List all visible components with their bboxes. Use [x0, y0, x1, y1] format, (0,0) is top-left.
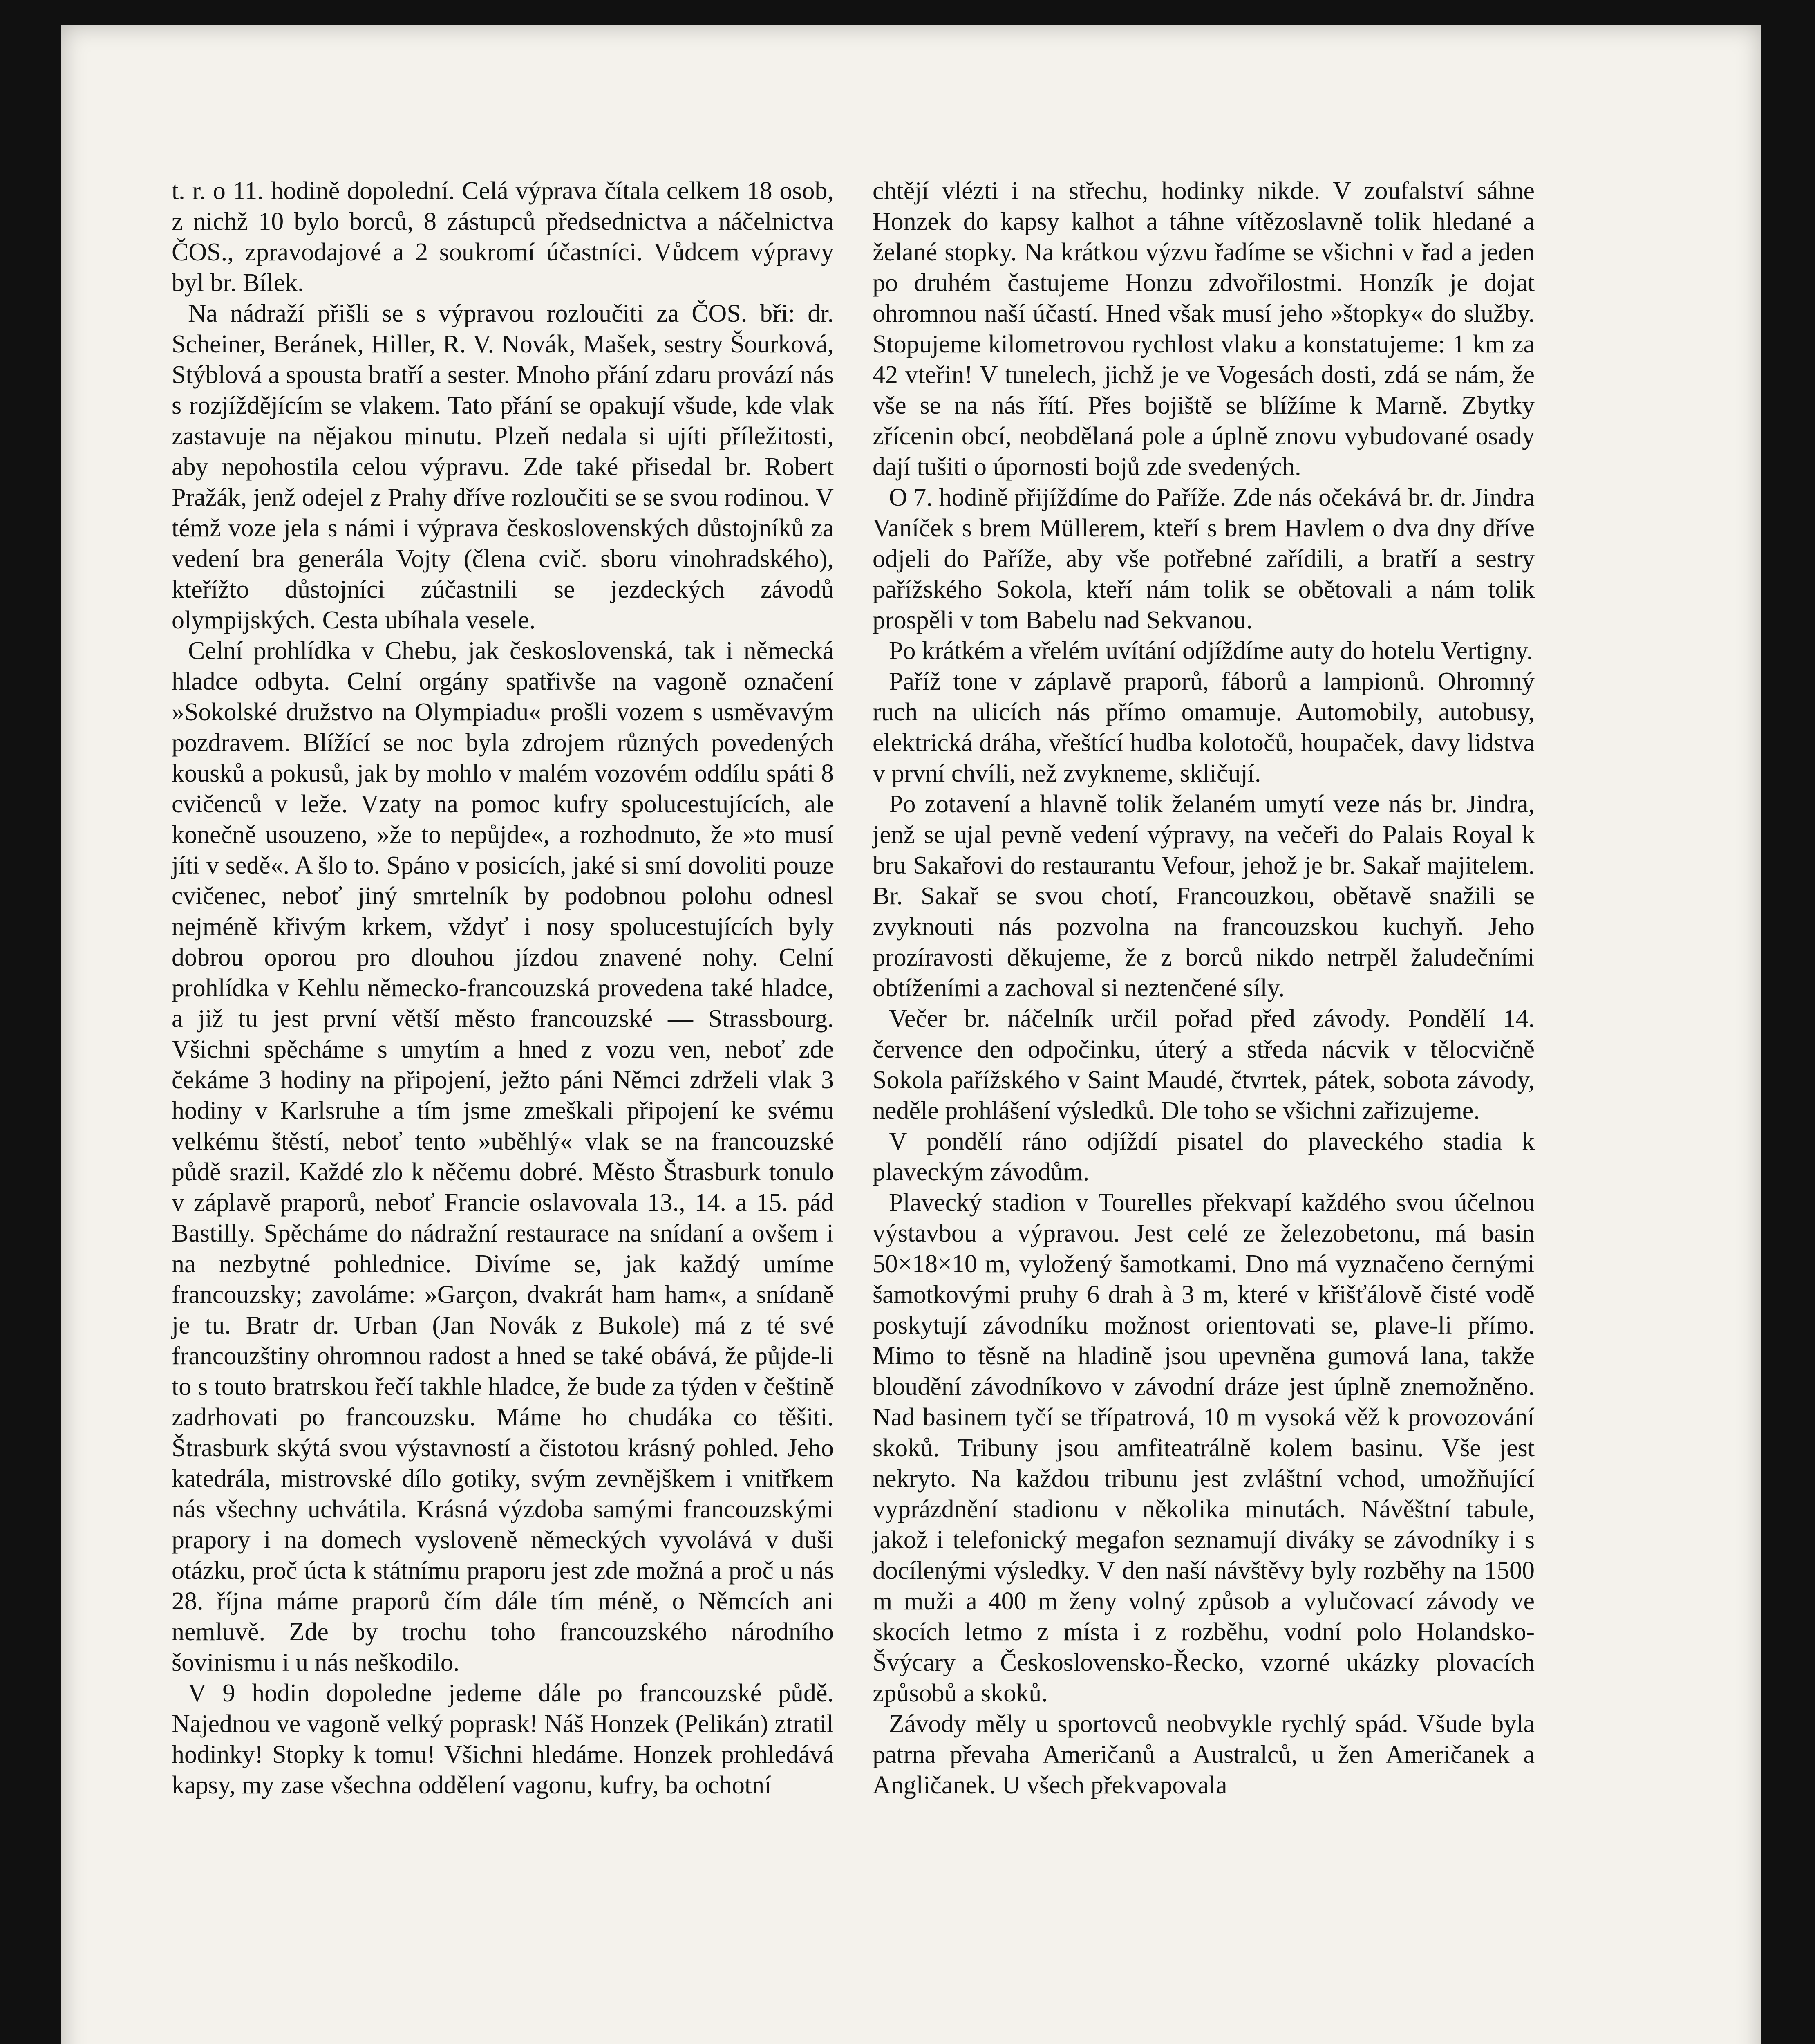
paragraph: Po zotavení a hlavně tolik želaném umytí veze nás br. Jindra, jenž se ujal pevně vedení výpravy, na večeři do Palais Royal k bru Sakařovi do restaurantu Vefour, jehož je br. Sakař majitelem. Br. Sakař se svou chotí, Francouzkou, obětavě snažili se zvyknouti nás pozvolna na francouzskou kuchyň. Jeho prozíravosti děkujeme, že z borců nikdo netrpěl žaludečními obtíženími a zachoval si neztenčené síly.: [873, 790, 1535, 1002]
paragraph: Po krátkém a vřelém uvítání odjíždíme auty do hotelu Vertigny.: [889, 637, 1533, 665]
paragraph: Závody měly u sportovců neobvykle rychlý spád. Všude byla patrna převaha Američanů a Australců, u žen Američanek a Angličanek. U všech překvapovala: [873, 1710, 1535, 1799]
paragraph: Paříž tone v záplavě praporů, fáborů a lampionů. Ohromný ruch na ulicích nás přímo omamuje. Automobily, autobusy, elektrická dráha, vřeštící hudba kolotočů, houpaček, davy lidstva v první chvíli, než zvykneme, skličují.: [873, 668, 1535, 787]
right-text-column: [873, 176, 1535, 1801]
paragraph: Večer br. náčelník určil pořad před závody. Pondělí 14. července den odpočinku, úterý a středa nácvik v tělocvičně Sokola pařížského v Saint Maudé, čtvrtek, pátek, sobota závody, neděle prohlášení výsledků. Dle toho se všichni zařizujeme.: [873, 1005, 1535, 1125]
paragraph: chtějí vlézti i na střechu, hodinky nikde. V zoufalství sáhne Honzek do kapsy kalhot a táhne vítězoslavně tolik hledané a želané stopky. Na krátkou výzvu řadíme se všichni v řad a jeden po druhém častujeme Honzu zdvořilostmi. Honzík je dojat ohromnou naší účastí. Hned však musí jeho »štopky« do služby. Stopujeme kilometrovou rychlost vlaku a konstatujeme: 1 km za 42 vteřin! V tunelech, jichž je ve Vogesách dosti, zdá se nám, že vše se na nás řítí. Přes bojiště se blížíme k Marně. Zbytky zřícenin obcí, neobdělaná pole a úplně znovu vybudované osady dají tušiti o úpornosti bojů zde svedených.: [873, 177, 1535, 481]
paragraph: Celní prohlídka v Chebu, jak československá, tak i německá hladce odbyta. Celní orgány spatřivše na vagoně označení »Sokolské družstvo na Olympiadu« prošli vozem s usměvavým pozdravem. Blížící se noc byla zdrojem různých povedených kousků a pokusů, jak by mohlo v malém vozovém oddílu spáti 8 cvičenců v leže. Vzaty na pomoc kufry spolucestujících, ale konečně usouzeno, »že to nepůjde«, a rozhodnuto, že »to musí jíti v sedě«. A šlo to. Spáno v posicích, jaké si smí dovoliti pouze cvičenec, neboť jiný smrtelník by podobnou polohu odnesl nejméně křivým krkem, vždyť i nosy spolucestujících byly dobrou oporou pro dlouhou jízdou znavené nohy. Celní prohlídka v Kehlu německo-francouzská provedena také hladce, a již tu jest první větší město francouzské — Strassbourg. Všichni spěcháme s umytím a hned z vozu ven, neboť zde čekáme 3 hodiny na připojení, ježto páni Němci zdrželi vlak 3 hodiny v Karlsruhe a tím jsme zmeškali připojení ke svému velkému štěstí, neboť tento »uběhlý« vlak se na francouzské půdě srazil. Každé zlo k něčemu dobré. Město Štrasburk tonulo v záplavě praporů, neboť Francie oslavovala 13., 14. a 15. pád Bastilly. Spěcháme do nádražní restaurace na snídaní a ovšem i na nezbytné pohlednice. Divíme se, jak každý umíme francouzsky; zavoláme: »Garçon, dvakrát ham ham«, a snídaně je tu. Bratr dr. Urban (Jan Novák z Bukole) má z té své francouzštiny ohromnou radost a hned se také obává, že půjde-li to s touto bratrskou řečí takhle hladce, že bude za týden v češtině zadrhovati po francouzsku. Máme ho chudáka co těšiti. Štrasburk skýtá svou výstavností a čistotou krásný pohled. Jeho katedrála, mistrovské dílo gotiky, svým zevnějškem i vnitřkem nás všechny uchvátila. Krásná výzdoba samými francouzskými prapory i na domech vysloveně německých vyvolává v duši otázku, proč úcta k státnímu praporu jest zde možná a proč u nás 28. října máme praporů čím dále tím méně, o Němcích ani nemluvě. Zde by trochu toho francouzského národního šovinismu i u nás neškodilo.: [172, 637, 834, 1676]
paragraph: O 7. hodině přijíždíme do Paříže. Zde nás očekává br. dr. Jindra Vaníček s brem Müllerem, kteří s brem Havlem o dva dny dříve odjeli do Paříže, aby vše potřebné zařídili, a bratří a sestry pařížského Sokola, kteří nám tolik se obětovali a nám tolik prospěli v tom Babelu nad Sekvanou.: [873, 484, 1535, 634]
paragraph: V 9 hodin dopoledne jedeme dále po francouzské půdě. Najednou ve vagoně velký poprask! Náš Honzek (Pelikán) ztratil hodinky! Stopky k tomu! Všichni hledáme. Honzek prohledává kapsy, my zase všechna oddělení vagonu, kufry, ba ochotní: [172, 1679, 834, 1799]
paragraph: t. r. o 11. hodině dopolední. Celá výprava čítala celkem 18 osob, z nichž 10 bylo borců, 8 zástupců předsednictva a náčelnictva ČOS., zpravodajové a 2 soukromí účastníci. Vůdcem výpravy byl br. Bílek.: [172, 177, 834, 297]
left-text-column: [172, 176, 834, 1801]
paragraph: Na nádraží přišli se s výpravou rozloučiti za ČOS. bři: dr. Scheiner, Beránek, Hiller, R. V. Novák, Mašek, sestry Šourková, Stýblová a spousta bratří a sester. Mnoho přání zdaru provází nás s rozjíždějícím se vlakem. Tato přání se opakují všude, kde vlak zastavuje na nějakou minutu. Plzeň nedala si ujíti příležitosti, aby nepohostila celou výpravu. Zde také přisedal br. Robert Pražák, jenž odejel z Prahy dříve rozloučiti se se svou rodinou. V témž voze jela s námi i výprava československých důstojníků za vedení bra generála Vojty (člena cvič. sboru vinohradského), kteřížto důstojníci zúčastnili se jezdeckých závodů olympijských. Cesta ubíhala vesele.: [172, 300, 834, 634]
paragraph: V pondělí ráno odjíždí pisatel do plaveckého stadia k plaveckým závodům.: [873, 1127, 1535, 1186]
paragraph: Plavecký stadion v Tourelles překvapí každého svou účelnou výstavbou a výpravou. Jest celé ze železobetonu, má basin 50×18×10 m, vyložený šamotkami. Dno má vyznačeno černými šamotkovými pruhy 6 drah à 3 m, které v křišťálově čisté vodě poskytují závodníku možnost orientovati se, plave-li přímo. Mimo to těsně na hladině jsou upevněna gumová lana, takže bloudění závodníkovo v závodní dráze jest úplně znemožněno. Nad basinem tyčí se třípatrová, 10 m vysoká věž k provozování skoků. Tribuny jsou amfiteatrálně kolem basinu. Vše jest nekryto. Na každou tribunu jest zvláštní vchod, umožňující vyprázdnění stadionu v několika minutách. Návěštní tabule, jakož i telefonický megafon seznamují diváky se závodníky i s docílenými výsledky. V den naší návštěvy byly rozběhy na 1500 m muži a 400 m ženy volný způsob a vylučovací závody ve skocích letmo z místa i z rozběhu, vodní polo Holandsko-Švýcary a Československo-Řecko, vzorné ukázky plovacích způsobů a skoků.: [873, 1189, 1535, 1707]
page-sheet: [61, 25, 1761, 2044]
